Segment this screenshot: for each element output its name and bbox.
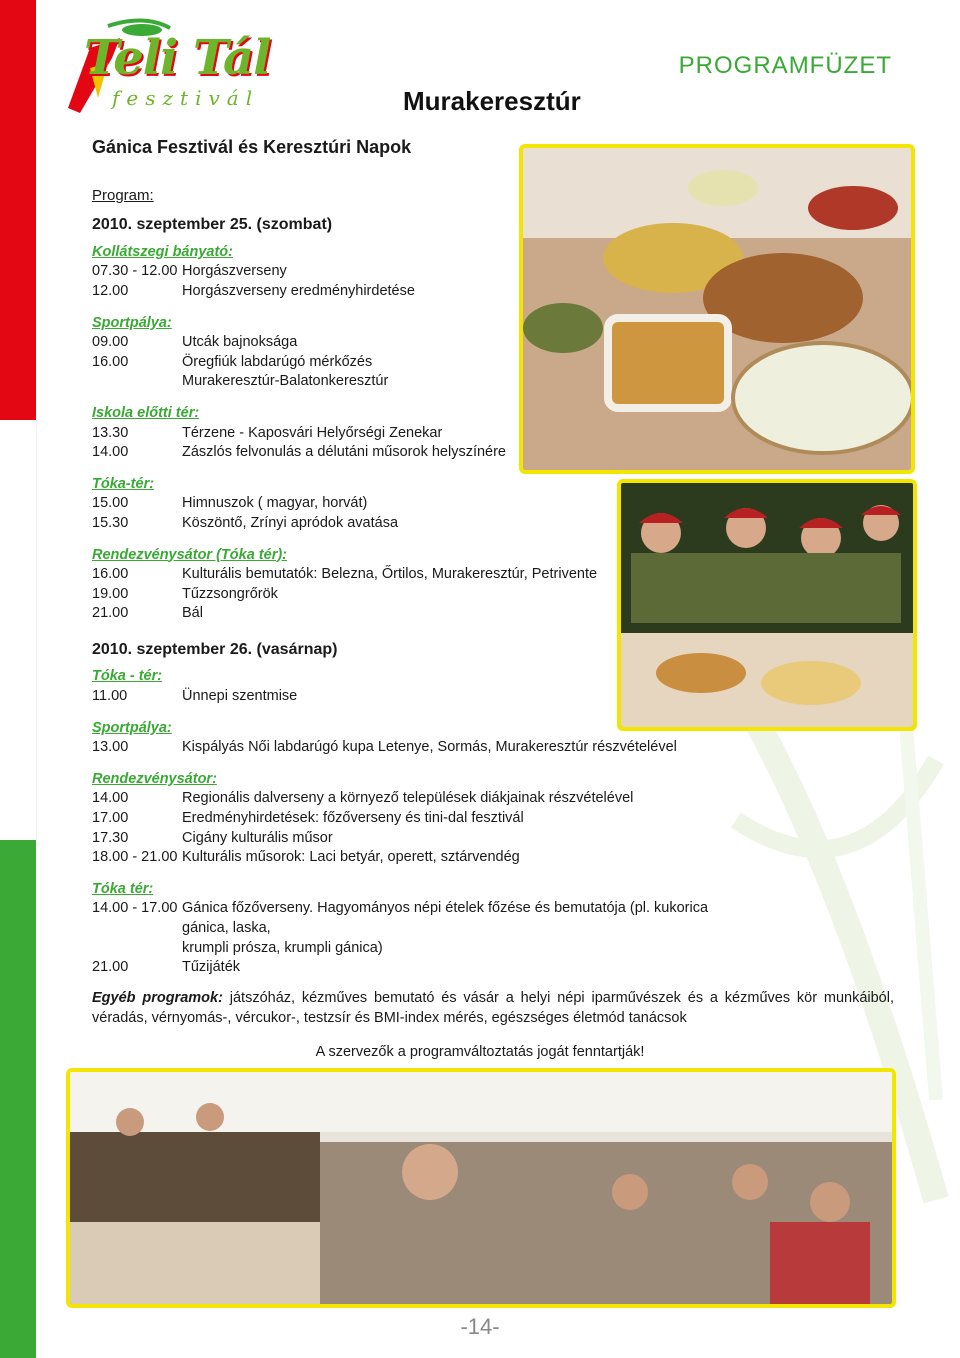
schedule-time: 17.00	[92, 810, 129, 827]
schedule-time: 21.00	[92, 605, 129, 622]
venue-heading: Tóka-tér:	[92, 475, 155, 492]
schedule-description: Cigány kulturális műsor	[182, 829, 333, 846]
schedule-description: Zászlós felvonulás a délutáni műsorok helyszínére	[182, 444, 506, 461]
schedule-description: Köszöntő, Zrínyi apródok avatása	[182, 514, 399, 531]
schedule-row	[92, 829, 712, 849]
venue-heading: Rendezvénysátor:	[92, 770, 217, 787]
schedule-row	[92, 809, 712, 829]
event-title: Gánica Fesztivál és Keresztúri Napok	[92, 137, 412, 157]
schedule-description: Öregfiúk labdarúgó mérkőzés	[182, 353, 373, 370]
schedule-description: Térzene - Kaposvári Helyőrségi Zenekar	[182, 424, 443, 441]
venue-heading: Tóka - tér:	[92, 668, 163, 685]
other-programs-text: játszóház, kézműves bemutató és vásár a helyi népi iparművészek és a kézműves kör munkáiból, véradás, vérnyomás-, vércukor-, testzsír és BMI-index mérés, egészséges életmód tanácsok	[92, 990, 894, 1026]
organizer-notice: A szervezők a programváltoztatás jogát fenntartják!	[315, 1044, 645, 1060]
schedule-description: Kispályás Női labdarúgó kupa Letenye, Sormás, Murakeresztúr részvételével	[182, 739, 677, 756]
schedule-time: 13.30	[92, 424, 129, 441]
schedule-row	[92, 899, 712, 938]
schedule-description: Horgászverseny eredményhirdetése	[182, 282, 415, 299]
schedule-description: Kulturális műsorok: Laci betyár, operett, sztárvendég	[182, 849, 520, 866]
schedule-description: Murakeresztúr-Balatonkeresztúr	[182, 373, 389, 390]
other-programs-label: Egyéb programok:	[92, 990, 223, 1006]
schedule-time: 16.00	[92, 353, 129, 370]
schedule-time: 14.00	[92, 790, 129, 807]
photo-food-table	[519, 144, 915, 474]
venue-heading: Kollátszegi bányató:	[92, 243, 233, 260]
program-booklet-label: PROGRAMFÜZET	[678, 52, 892, 79]
schedule-time: 13.00	[92, 739, 129, 756]
schedule-description: Gánica főzőverseny. Hagyományos népi ételek főzése és bemutatója (pl. kukorica gánica, laska,	[182, 900, 709, 936]
schedule-time	[92, 939, 182, 959]
schedule-time: 14.00	[92, 444, 129, 461]
schedule-description: Eredményhirdetések: főzőverseny és tini-dal fesztivál	[182, 810, 524, 827]
venue-heading: Iskola előtti tér:	[92, 404, 200, 421]
schedule-description: Tűzijáték	[182, 959, 241, 976]
schedule-time	[92, 372, 182, 392]
venue-heading: Sportpálya:	[92, 719, 172, 736]
schedule-time: 21.00	[92, 959, 129, 976]
schedule-time: 09.00	[92, 334, 129, 351]
schedule-time: 15.00	[92, 495, 129, 512]
schedule-time: 14.00 - 17.00	[92, 900, 178, 917]
logo-title: Teli Tál	[84, 30, 271, 86]
schedule-time: 07.30 - 12.00	[92, 263, 178, 280]
flag-stripe-green	[0, 840, 36, 1358]
schedule-description: krumpli prósza, krumpli gánica)	[182, 939, 383, 956]
venue-heading: Sportpálya:	[92, 314, 172, 331]
photo-festival-crowd	[66, 1068, 896, 1308]
schedule-time: 18.00 - 21.00	[92, 849, 178, 866]
schedule-description: Ünnepi szentmise	[182, 688, 298, 705]
schedule-row	[92, 939, 712, 959]
program-label: Program:	[92, 186, 154, 204]
schedule-time: 17.30	[92, 829, 129, 846]
venue-heading: Rendezvénysátor (Tóka tér):	[92, 546, 287, 563]
page-number: -14-	[460, 1314, 500, 1339]
town-name: Murakeresztúr	[403, 86, 581, 116]
schedule-time: 12.00	[92, 282, 129, 299]
schedule-row	[92, 958, 712, 978]
schedule-time: 19.00	[92, 585, 129, 602]
schedule-time: 16.00	[92, 566, 129, 583]
other-programs	[92, 988, 894, 1028]
flag-stripe-white	[0, 420, 37, 840]
schedule-row	[92, 789, 712, 809]
schedule-description: Horgászverseny	[182, 263, 287, 280]
schedule-description: Bál	[182, 605, 203, 622]
flag-stripe-red	[0, 0, 36, 420]
day2-date: 2010. szeptember 26. (vasárnap)	[92, 640, 338, 658]
schedule-time: 11.00	[92, 688, 128, 705]
day1-date: 2010. szeptember 25. (szombat)	[92, 216, 333, 234]
venue-heading: Tóka tér:	[92, 880, 154, 897]
schedule-row	[92, 848, 712, 868]
logo-subtitle: fesztivál	[112, 86, 260, 110]
schedule-description: Kulturális bemutatók: Belezna, Őrtilos, Murakeresztúr, Petrivente	[182, 566, 598, 583]
schedule-row	[92, 738, 712, 758]
schedule-description: Tűzzsongrőrök	[182, 585, 278, 602]
schedule-time: 15.30	[92, 514, 129, 531]
schedule-description: Himnuszok ( magyar, horvát)	[182, 495, 368, 512]
schedule-description: Regionális dalverseny a környező települések diákjainak részvételével	[182, 790, 634, 807]
photo-women-serving	[617, 479, 917, 731]
schedule-description: Utcák bajnoksága	[182, 334, 298, 351]
